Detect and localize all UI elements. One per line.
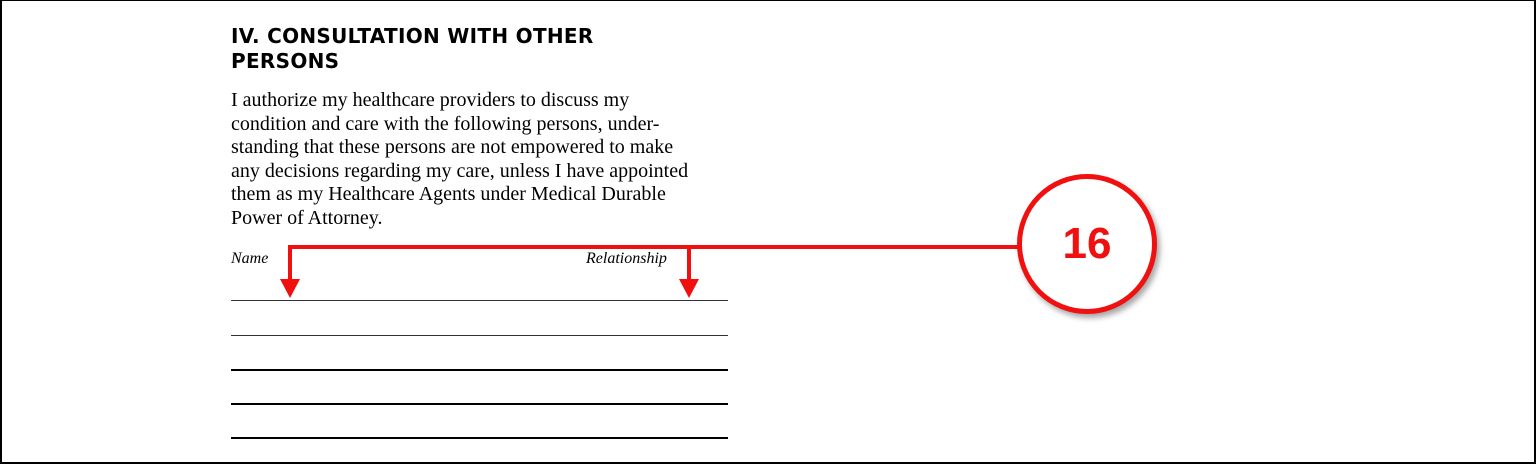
callout-badge	[1017, 174, 1157, 314]
arrow-down-icon	[679, 279, 699, 298]
name-column-label: Name	[231, 250, 269, 267]
paragraph-line: I authorize my healthcare providers to discuss my	[231, 89, 630, 111]
arrow-down-icon	[280, 279, 300, 298]
relationship-column-label: Relationship	[586, 250, 667, 267]
paragraph-line: them as my Healthcare Agents under Medical Durable	[231, 183, 666, 205]
paragraph-line: any decisions regarding my care, unless I have appointed	[231, 159, 689, 182]
paragraph-line: Power of Attorney.	[231, 206, 383, 229]
paragraph-line: standing that these persons are not empowered to make	[231, 136, 674, 158]
heading-line-2: PERSONS	[231, 49, 340, 73]
paragraph-line: condition and care with the following persons, under-	[231, 112, 660, 135]
callout-connector-line	[290, 247, 1020, 282]
heading-line-1: IV. CONSULTATION WITH OTHER	[231, 24, 594, 48]
callout-number: 16	[1062, 219, 1112, 268]
